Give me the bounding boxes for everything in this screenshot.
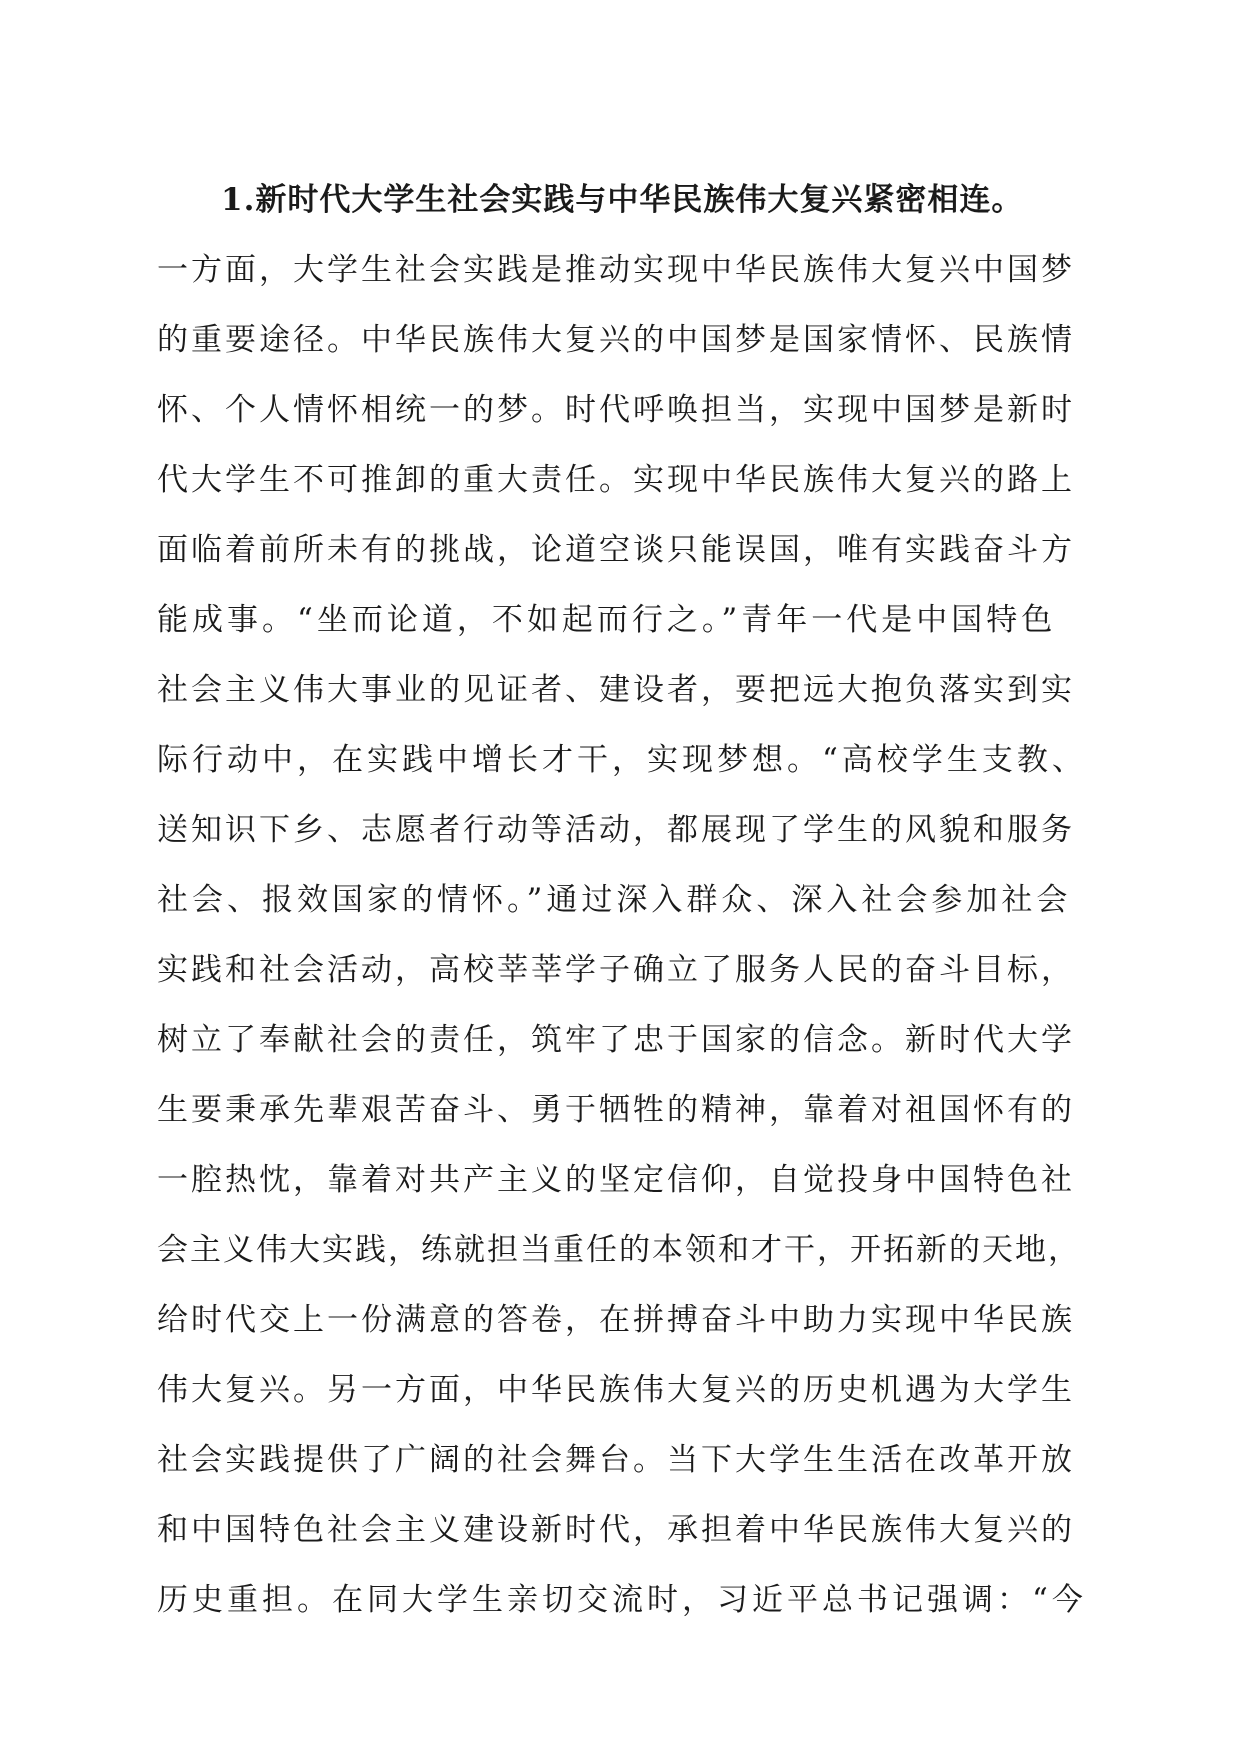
text-line: 会主义伟大实践，练就担当重任的本领和才干，开拓新的天地， bbox=[157, 1232, 1081, 1268]
text-line: 的重要途径。中华民族伟大复兴的中国梦是国家情怀、民族情 bbox=[157, 322, 1075, 358]
section-heading: 1.新时代大学生社会实践与中华民族伟大复兴紧密相连。 bbox=[221, 182, 1024, 218]
text-line: 能成事。“坐而论道，不如起而行之。”青年一代是中国特色 bbox=[157, 602, 1057, 638]
text-line: 怀、个人情怀相统一的梦。时代呼唤担当，实现中国梦是新时 bbox=[157, 392, 1075, 428]
text-line: 实践和社会活动，高校莘莘学子确立了服务人民的奋斗目标， bbox=[157, 952, 1075, 988]
text-line: 代大学生不可推卸的重大责任。实现中华民族伟大复兴的路上 bbox=[157, 462, 1075, 498]
text-line: 一方面，大学生社会实践是推动实现中华民族伟大复兴中国梦 bbox=[157, 252, 1075, 288]
text-line: 伟大复兴。另一方面，中华民族伟大复兴的历史机遇为大学生 bbox=[157, 1372, 1075, 1408]
text-line: 面临着前所未有的挑战，论道空谈只能误国，唯有实践奋斗方 bbox=[157, 532, 1075, 568]
text-line: 生要秉承先辈艰苦奋斗、勇于牺牲的精神，靠着对祖国怀有的 bbox=[157, 1092, 1075, 1128]
text-line: 社会主义伟大事业的见证者、建设者，要把远大抱负落实到实 bbox=[157, 672, 1075, 708]
text-line: 社会实践提供了广阔的社会舞台。当下大学生生活在改革开放 bbox=[157, 1442, 1075, 1478]
text-line: 送知识下乡、志愿者行动等活动，都展现了学生的风貌和服务 bbox=[157, 812, 1075, 848]
text-line: 际行动中，在实践中增长才干，实现梦想。“高校学生支教、 bbox=[157, 742, 1087, 778]
text-line: 树立了奉献社会的责任，筑牢了忠于国家的信念。新时代大学 bbox=[157, 1022, 1075, 1058]
text-line: 历史重担。在同大学生亲切交流时，习近平总书记强调：“今 bbox=[157, 1582, 1087, 1618]
body-text bbox=[157, 165, 1087, 1635]
text-line: 给时代交上一份满意的答卷，在拼搏奋斗中助力实现中华民族 bbox=[157, 1302, 1075, 1338]
text-line: 一腔热忱，靠着对共产主义的坚定信仰，自觉投身中国特色社 bbox=[157, 1162, 1075, 1198]
text-line: 和中国特色社会主义建设新时代，承担着中华民族伟大复兴的 bbox=[157, 1512, 1075, 1548]
text-line: 社会、报效国家的情怀。”通过深入群众、深入社会参加社会 bbox=[157, 882, 1072, 918]
